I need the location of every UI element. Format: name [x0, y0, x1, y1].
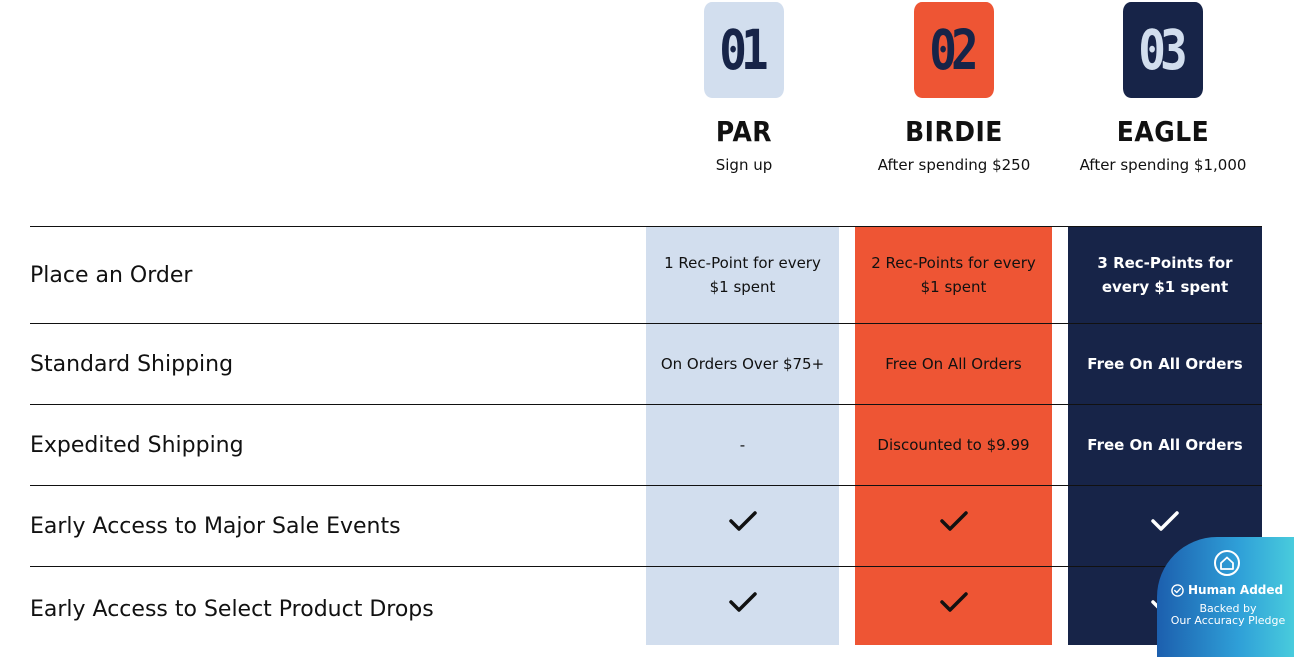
tier-header-par [639, 10, 849, 174]
tier-name: PAR [715, 115, 773, 148]
check-icon [646, 567, 839, 637]
cell-birdie-expedited-shipping: Discounted to $9.99 [877, 436, 1030, 454]
check-icon [646, 486, 839, 556]
tier-requirement: After spending $1,000 [1079, 156, 1247, 174]
cell-eagle-standard-shipping: Free On All Orders [1087, 355, 1243, 373]
widget-subtitle-line2: Our Accuracy Pledge [1170, 614, 1286, 627]
cell-par-place-order: 1 Rec-Point for every $1 spent [664, 254, 821, 296]
widget-title [1171, 583, 1283, 597]
tier-header-eagle [1058, 10, 1268, 174]
tier-name: EAGLE [1116, 115, 1210, 148]
verified-check-icon [1171, 584, 1184, 597]
tier-number-badge: 01 [704, 2, 784, 98]
table-divider [30, 226, 1262, 227]
cell-eagle-place-order: 3 Rec-Points for every $1 spent [1097, 254, 1233, 296]
cell-birdie-standard-shipping: Free On All Orders [885, 355, 1022, 373]
tier-requirement: Sign up [715, 156, 773, 174]
house-icon [1213, 549, 1241, 577]
cell-par-standard-shipping: On Orders Over $75+ [660, 355, 825, 373]
row-label-place-order: Place an Order [30, 262, 193, 288]
row-label-early-access-sales: Early Access to Major Sale Events [30, 513, 401, 539]
tier-number-badge: 03 [1123, 2, 1203, 98]
check-icon [855, 567, 1052, 637]
cell-eagle-expedited-shipping: Free On All Orders [1087, 436, 1243, 454]
check-icon [855, 486, 1052, 556]
row-label-standard-shipping: Standard Shipping [30, 351, 234, 377]
widget-subtitle-line1: Backed by [1199, 602, 1257, 615]
cell-par-expedited-shipping: - [739, 436, 746, 454]
accuracy-pledge-widget[interactable] [1157, 537, 1294, 657]
row-label-early-access-drops: Early Access to Select Product Drops [30, 596, 434, 622]
cell-birdie-place-order: 2 Rec-Points for every $1 spent [871, 254, 1036, 296]
widget-title-text: Human Added [1188, 583, 1284, 597]
tier-number-badge: 02 [914, 2, 994, 98]
tier-name: BIRDIE [905, 115, 1003, 148]
tier-header-birdie [849, 10, 1059, 174]
row-label-expedited-shipping: Expedited Shipping [30, 432, 244, 458]
widget-subtitle [1157, 603, 1294, 627]
tier-requirement: After spending $250 [877, 156, 1031, 174]
